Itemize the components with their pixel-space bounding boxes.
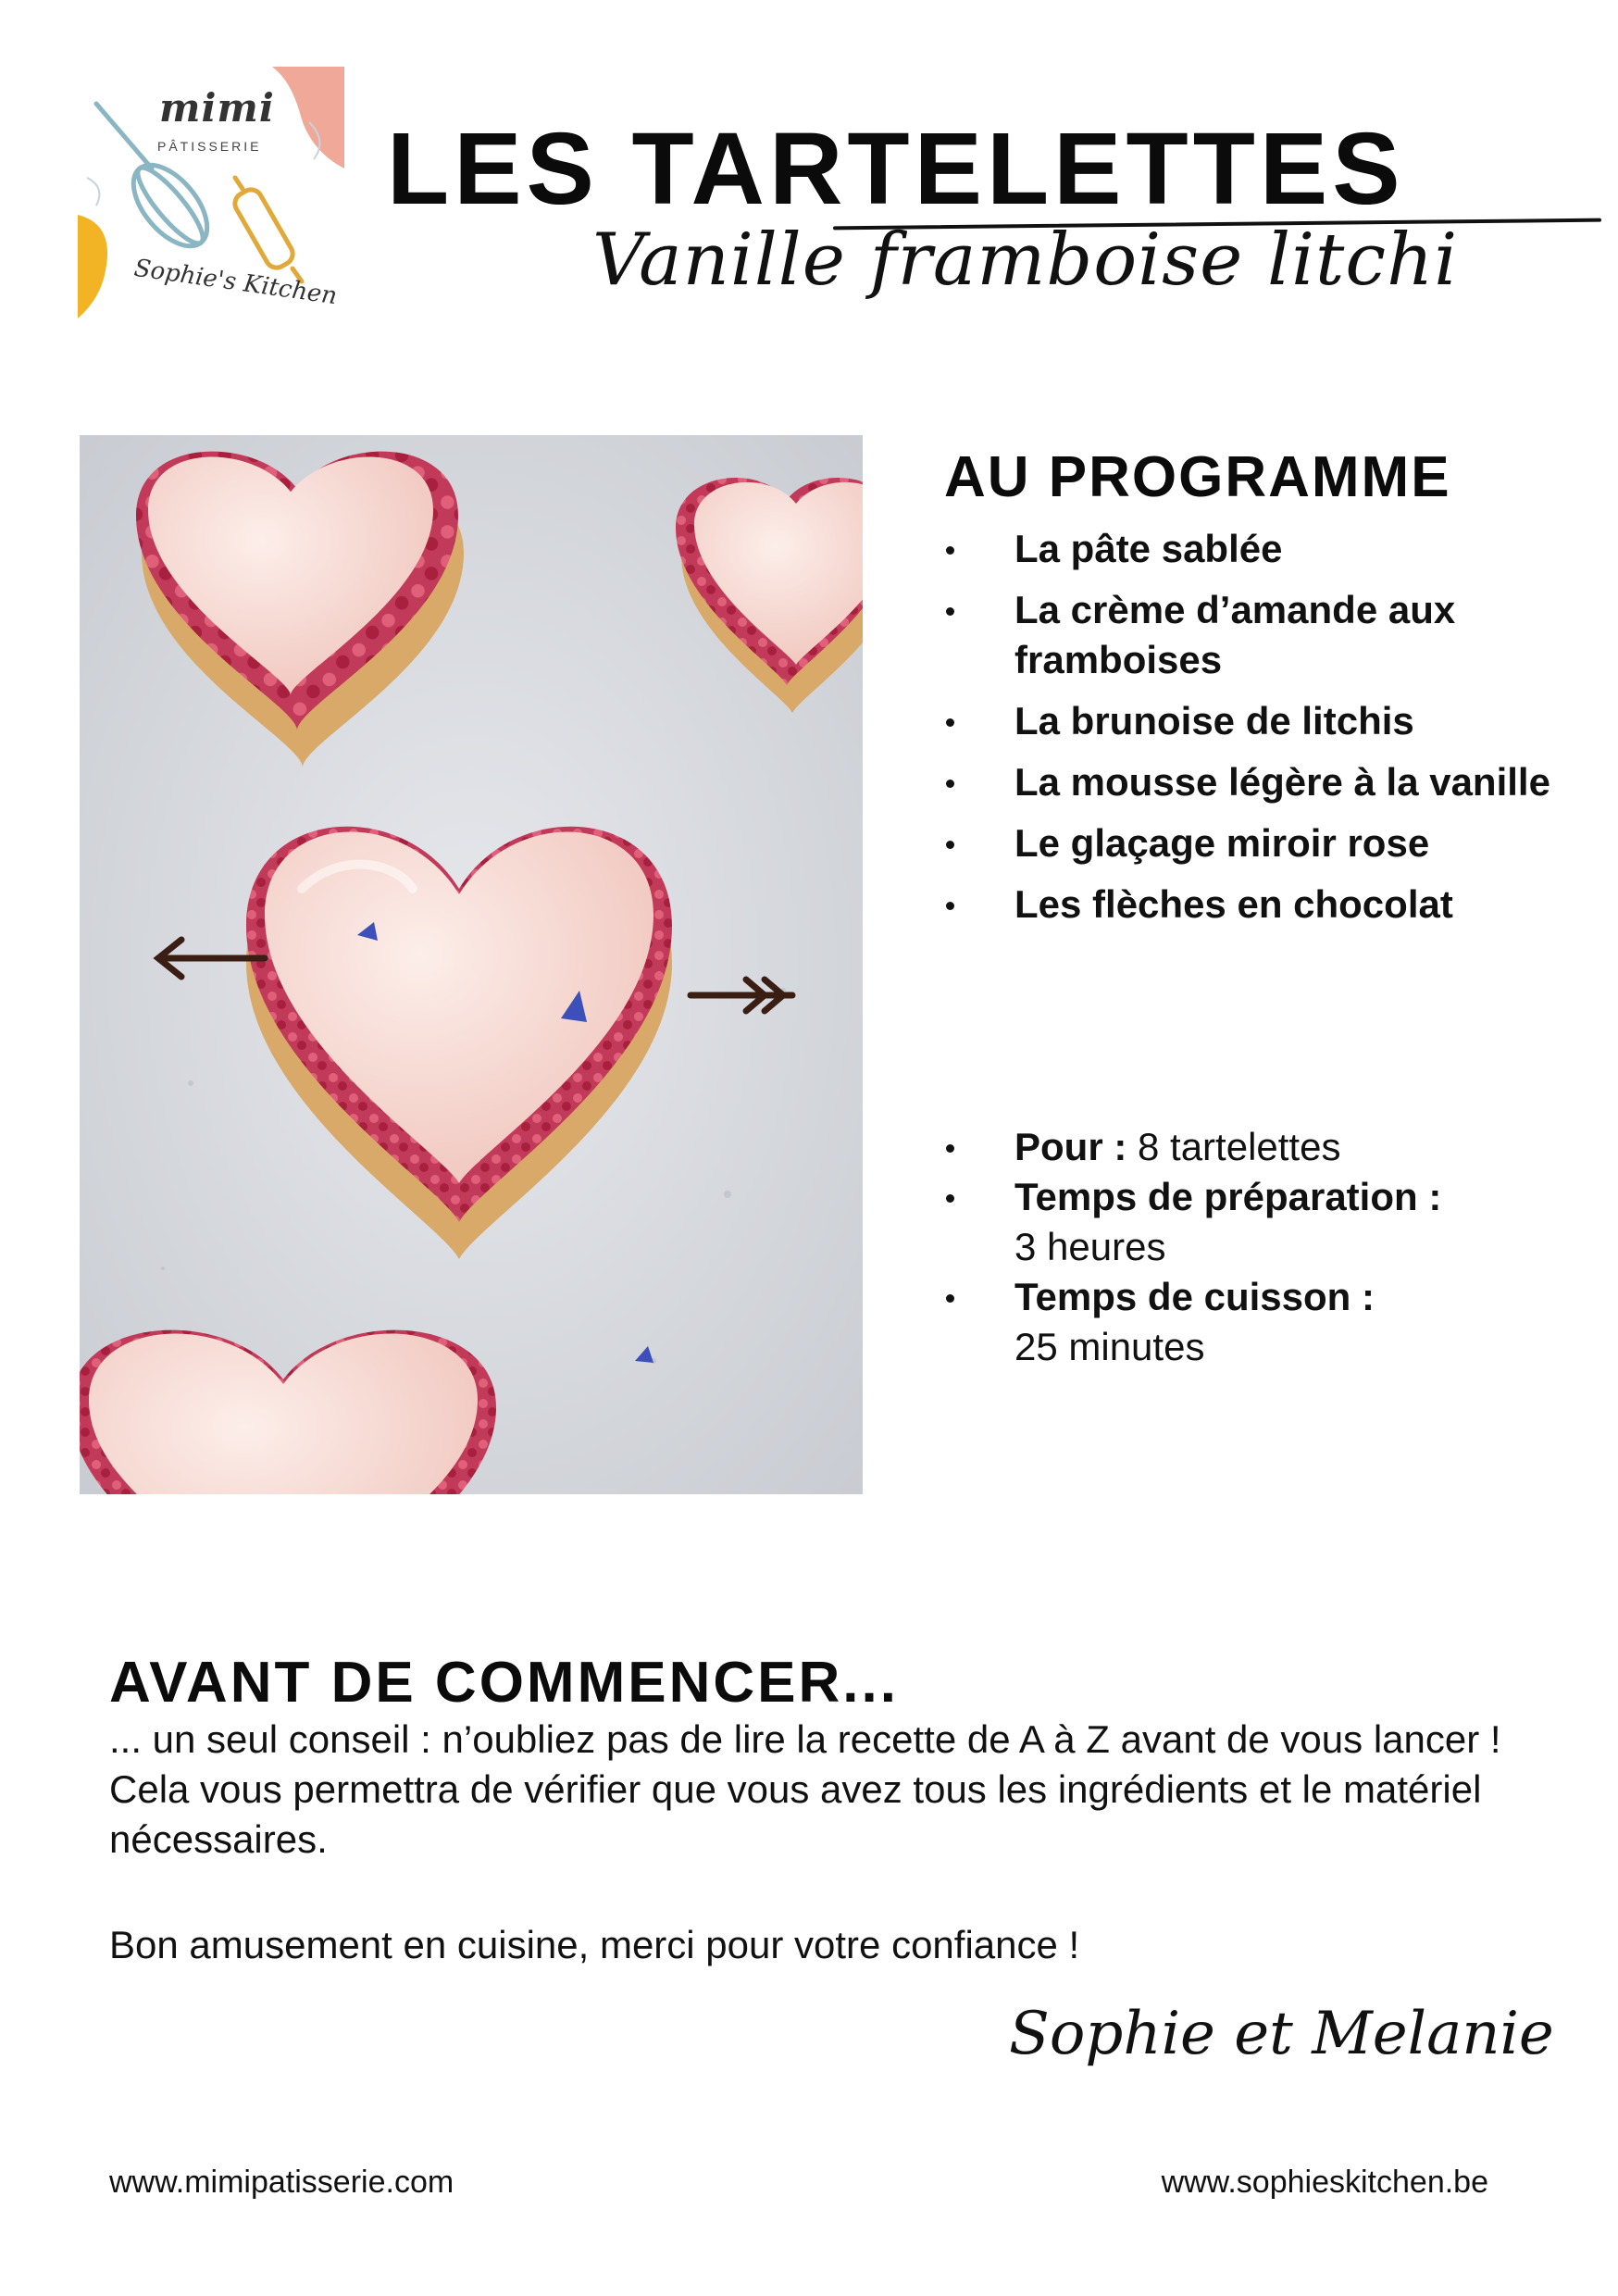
list-item: Le glaçage miroir rose: [944, 818, 1574, 868]
list-item: La mousse légère à la vanille: [944, 757, 1574, 807]
signature: Sophie et Melanie: [1009, 2000, 1554, 2068]
logo-brand: mimi: [159, 85, 275, 131]
page-subtitle: Vanille framboise litchi: [592, 218, 1459, 302]
logo-subbrand: PÂTISSERIE: [157, 139, 262, 154]
dessert-photo: [80, 435, 863, 1494]
info-cook-time: Temps de cuisson : 25 minutes: [944, 1272, 1592, 1372]
list-item: La crème d’amande aux framboises: [944, 585, 1574, 685]
programme-list: [944, 524, 1574, 941]
bullet-icon: [946, 902, 954, 910]
bullet-icon: [946, 841, 954, 849]
heart-tartlets-illustration: [80, 435, 863, 1494]
bullet-icon: [946, 607, 954, 616]
avant-heading: AVANT DE COMMENCER...: [109, 1651, 899, 1715]
list-item: La brunoise de litchis: [944, 696, 1574, 746]
footer-link-mimi[interactable]: www.mimipatisserie.com: [109, 2165, 454, 2200]
bullet-icon: [946, 546, 954, 555]
info-servings: Pour : 8 tartelettes: [944, 1122, 1592, 1172]
list-item: Les flèches en chocolat: [944, 880, 1574, 930]
bullet-icon: [946, 718, 954, 727]
closing-line: Bon amusement en cuisine, merci pour votre confiance !: [109, 1923, 1080, 1966]
info-prep-time: Temps de préparation : 3 heures: [944, 1172, 1592, 1272]
footer-link-sophie[interactable]: www.sophieskitchen.be: [1161, 2165, 1488, 2200]
bullet-icon: [946, 1194, 954, 1203]
avant-paragraph: ... un seul conseil : n’oubliez pas de lire la recette de A à Z avant de vous lancer ! Cela vous permettra de vérifier que vous avez tous les ingrédients et le matériel nécessaires.: [109, 1717, 1501, 1861]
logo-partner: Sophie's Kitchen: [131, 254, 339, 311]
brand-logo: [78, 67, 344, 318]
page-title: LES TARTELETTES: [387, 112, 1405, 226]
programme-heading: AU PROGRAMME: [944, 445, 1451, 509]
list-item: La pâte sablée: [944, 524, 1574, 574]
bullet-icon: [946, 1294, 954, 1303]
bullet-icon: [946, 780, 954, 788]
bullet-icon: [946, 1144, 954, 1153]
recipe-info-list: [944, 1122, 1592, 1372]
